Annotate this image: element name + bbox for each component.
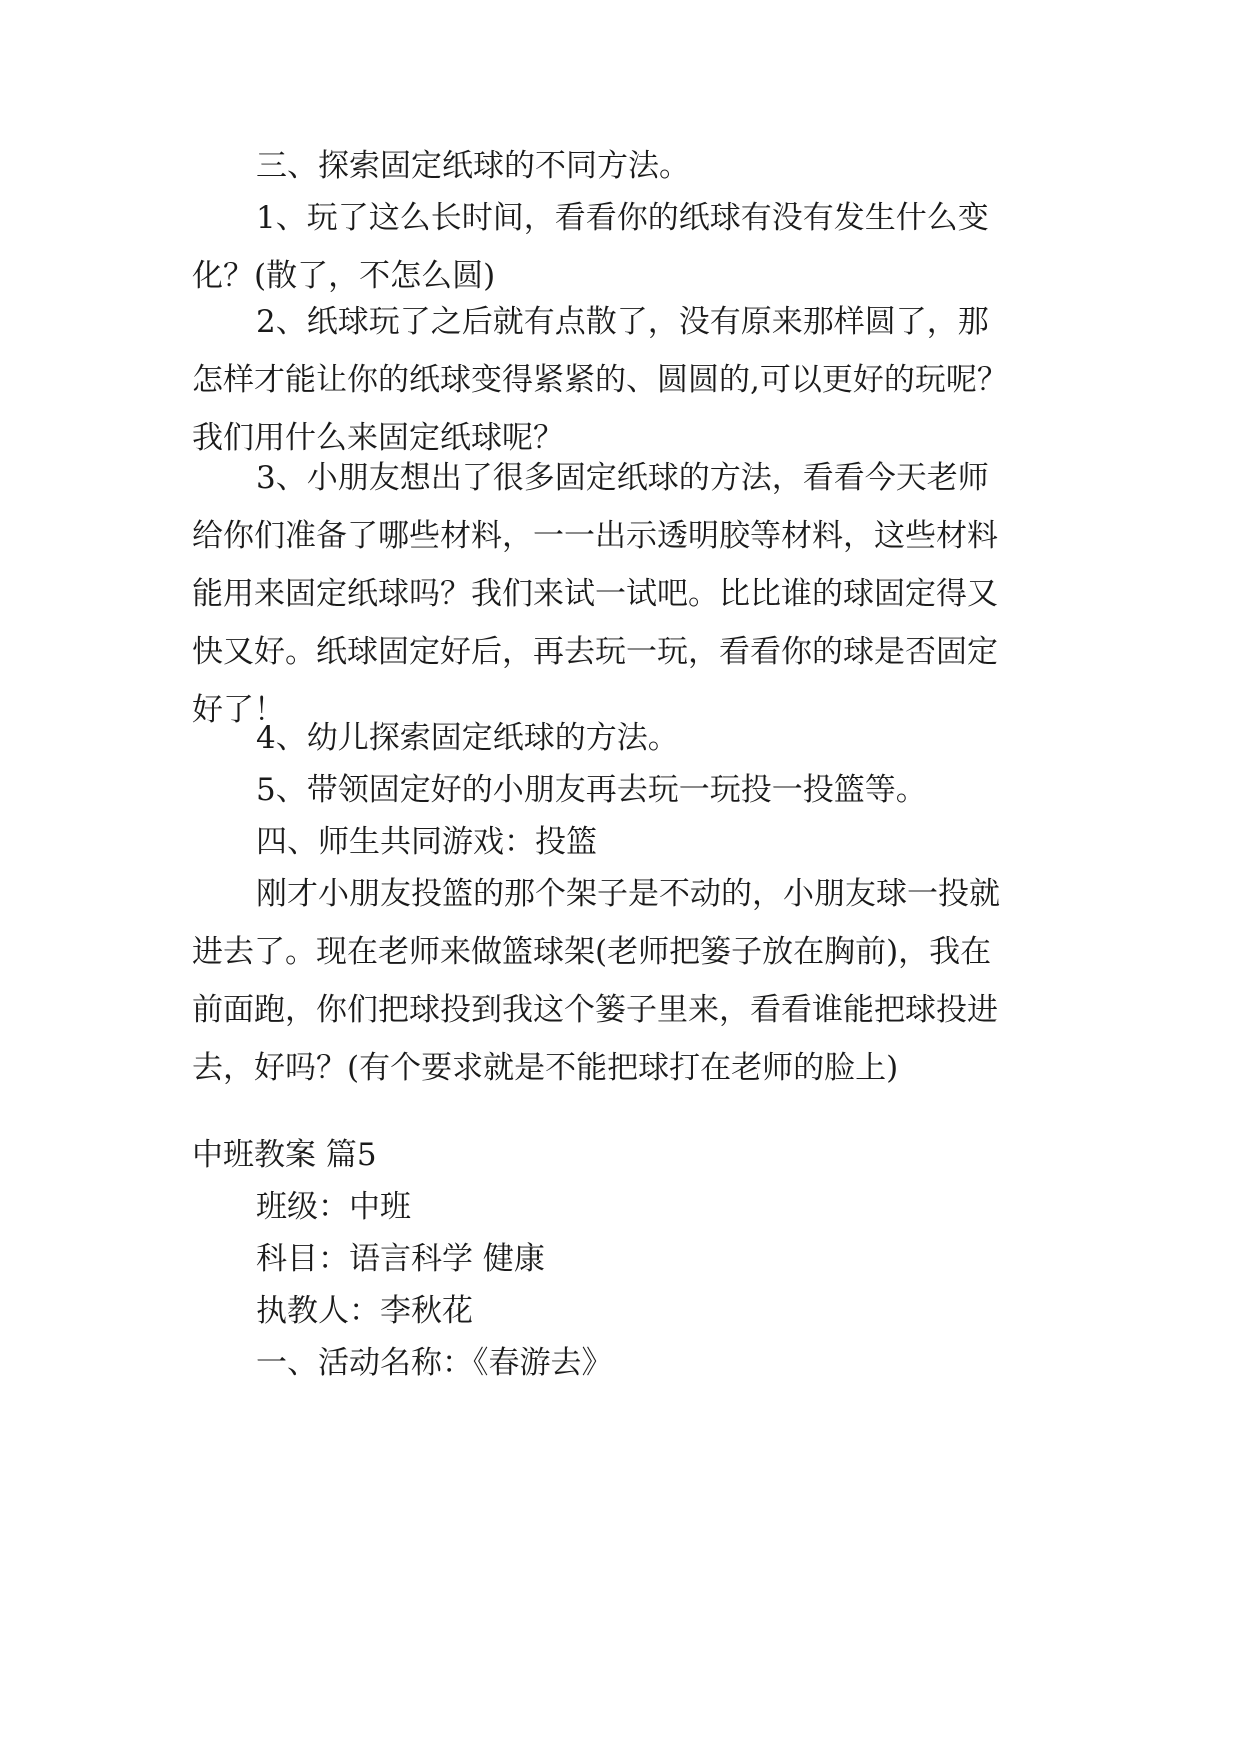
lesson-heading: 中班教案 篇5	[192, 1137, 377, 1173]
paragraph-4	[192, 709, 1052, 767]
lesson-subject	[192, 1230, 1052, 1288]
text-line: 化？(散了，不怎么圆)	[192, 258, 496, 294]
section-3-title	[192, 137, 1052, 195]
text-line: 4、幼儿探索固定纸球的方法。	[256, 720, 679, 756]
text-line: 三、探索固定纸球的不同方法。	[256, 148, 690, 184]
lesson-teacher	[192, 1282, 1052, 1340]
paragraph-6	[192, 865, 1052, 1097]
text-line: 1、玩了这么长时间，看看你的纸球有没有发生什么变	[256, 200, 989, 236]
text-line: 进去了。现在老师来做篮球架(老师把篓子放在胸前)，我在	[192, 934, 992, 970]
paragraph-1	[192, 189, 1052, 305]
lesson-activity-name	[192, 1334, 1052, 1392]
text-line: 我们用什么来固定纸球呢？	[192, 420, 564, 456]
text-line: 快又好。纸球固定好后，再去玩一玩，看看你的球是否固定	[192, 634, 998, 670]
text-line: 科目：语言科学 健康	[256, 1241, 545, 1277]
text-line: 前面跑，你们把球投到我这个篓子里来，看看谁能把球投进	[192, 992, 998, 1028]
lesson-class	[192, 1178, 1052, 1236]
text-line: 执教人：李秋花	[256, 1293, 473, 1329]
text-line: 刚才小朋友投篮的那个架子是不动的，小朋友球一投就	[256, 876, 1000, 912]
paragraph-5	[192, 761, 1052, 819]
text-line: 5、带领固定好的小朋友再去玩一玩投一投篮等。	[256, 772, 927, 808]
text-line: 好了！	[192, 692, 285, 728]
section-4-title	[192, 813, 1052, 871]
text-line: 怎样才能让你的纸球变得紧紧的、圆圆的,可以更好的玩呢？	[192, 362, 1008, 398]
text-line: 能用来固定纸球吗？我们来试一试吧。比比谁的球固定得又	[192, 576, 998, 612]
text-line: 给你们准备了哪些材料，一一出示透明胶等材料，这些材料	[192, 518, 998, 554]
text-line: 去，好吗？(有个要求就是不能把球打在老师的脸上)	[192, 1050, 899, 1086]
text-line: 2、纸球玩了之后就有点散了，没有原来那样圆了，那	[256, 304, 989, 340]
paragraph-3	[192, 449, 1052, 739]
text-line: 一、活动名称：《春游去》	[256, 1345, 613, 1381]
text-line: 四、师生共同游戏：投篮	[256, 824, 597, 860]
text-line: 3、小朋友想出了很多固定纸球的方法，看看今天老师	[256, 460, 989, 496]
text-line: 班级：中班	[256, 1189, 411, 1225]
paragraph-2	[192, 293, 1052, 467]
